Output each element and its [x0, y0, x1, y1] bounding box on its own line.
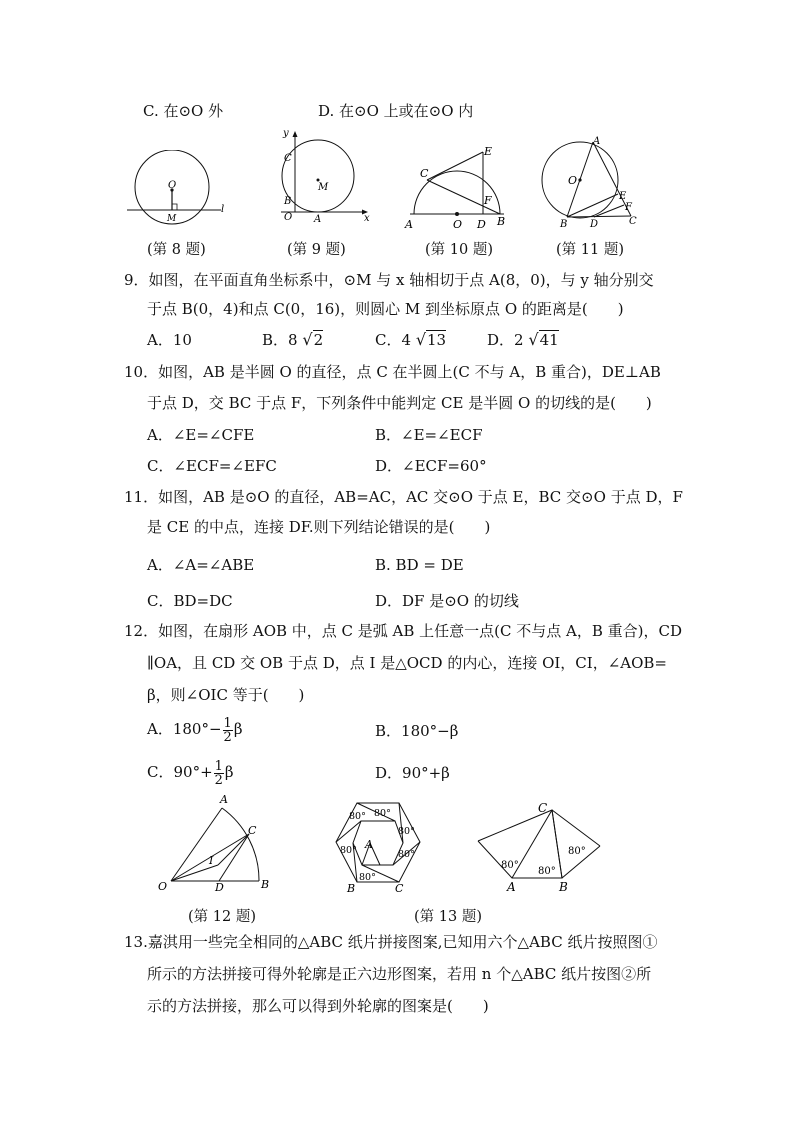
q12-stem-line1: 12．如图，在扇形 AOB 中，点 C 是弧 AB 上任意一点(C 不与点 A，B 重合)，CD [124, 622, 683, 640]
fig13b-angle-b: 80° [538, 866, 556, 877]
q12-stem-line2: ∥OA，且 CD 交 OB 于点 D，点 I 是△OCD 的内心，连接 OI，CI，∠AOB= [147, 654, 667, 672]
fig12-label-a: A [220, 793, 228, 806]
q9-option-d: D．2 √41 [487, 330, 559, 349]
figure-11 [535, 128, 645, 230]
fig10-label-b: B [497, 215, 506, 228]
fig9-label-o: O [284, 212, 293, 223]
q11-option-c: C．BD=DC [147, 592, 233, 610]
fig11-label-e: E [619, 191, 627, 202]
fig13a-angle-2: 80° [374, 808, 391, 819]
fig13a-label-c: C [395, 882, 404, 894]
fig11-label-a: A [593, 136, 601, 147]
figure-9 [275, 128, 375, 228]
fig13b-segment-top-right [552, 810, 600, 846]
caption-fig8: (第 8 题) [147, 242, 206, 258]
fig10-label-o: O [453, 218, 463, 231]
q11-option-a: A．∠A=∠ABE [147, 556, 255, 574]
fig10-segment-ce [427, 152, 483, 180]
q9-option-b: B．8 √2 [262, 330, 324, 349]
fig11-label-o: O [568, 174, 578, 187]
fig10-label-f: F [484, 194, 492, 207]
fig13a-angle-6: 80° [359, 872, 376, 883]
q11-option-d: D．DF 是⊙O 的切线 [375, 592, 519, 610]
q13-stem-line2: 所示的方法拼接可得外轮廓是正六边形图案，若用 n 个△ABC 纸片按图②所 [147, 965, 652, 983]
q9-stem-line2: 于点 B(0，4)和点 C(0，16)，则圆心 M 到坐标原点 O 的距离是( ) [147, 300, 624, 318]
fig11-point-o [578, 178, 581, 181]
q12-option-d: D．90°+β [375, 764, 450, 782]
fig9-label-m: M [318, 182, 329, 193]
q11-option-b: B. BD = DE [375, 556, 464, 574]
fig12-label-b: B [261, 878, 270, 891]
q11-stem-line2: 是 CE 的中点，连接 DF.则下列结论错误的是( ) [147, 518, 491, 536]
fig10-label-c: C [420, 167, 429, 180]
fig12-label-o: O [158, 880, 168, 893]
fig13b-label-c: C [538, 801, 548, 815]
q9-option-a: A．10 [147, 331, 192, 349]
fraction-one-half: $\frac{1}{2}$ [214, 758, 223, 788]
q8-option-d: D. 在⊙O 上或在⊙O 内 [318, 102, 474, 120]
caption-fig9: (第 9 题) [287, 242, 346, 258]
q11-stem-line1: 11．如图，AB 是⊙O 的直径，AB=AC，AC 交⊙O 于点 E，BC 交⊙O 于点 D，F [124, 488, 683, 506]
fig9-label-y: y [283, 128, 289, 139]
q13-stem-line1: 13.嘉淇用一些完全相同的△ABC 纸片拼接图案,已知用六个△ABC 纸片按照图① [124, 933, 658, 951]
fig9-label-a: A [314, 214, 322, 225]
fig10-point-o [455, 212, 459, 216]
fig11-label-f: F [625, 202, 632, 213]
q12-stem-line3: β，则∠OIC 等于( ) [147, 686, 305, 704]
fraction-one-half: $\frac{1}{2}$ [223, 715, 232, 745]
fig10-label-d: D [477, 218, 486, 231]
fig11-segment-df [594, 205, 624, 217]
fig9-label-c: C [284, 153, 292, 164]
fig13b-label-b: B [559, 880, 568, 894]
fig13a-angle-4: 80° [340, 845, 357, 856]
fig11-label-c: C [629, 216, 637, 227]
q10-option-c: C．∠ECF=∠EFC [147, 457, 277, 475]
q13-stem-line3: 示的方法拼接，那么可以得到外轮廓的图案是( ) [147, 997, 489, 1015]
q10-stem-line2: 于点 D，交 BC 于点 F，下列条件中能判定 CE 是半圆 O 的切线的是( ) [147, 394, 652, 412]
fig12-label-c: C [248, 824, 257, 837]
q10-option-d: D．∠ECF=60° [375, 457, 487, 475]
figure-12 [152, 790, 282, 895]
q9-stem-line1: 9．如图，在平面直角坐标系中，⊙M 与 x 轴相切于点 A(8，0)，与 y 轴分别交 [124, 271, 654, 289]
fig13a-label-a: A [365, 838, 373, 851]
fig13b-angle-right: 80° [568, 846, 586, 857]
fig10-label-e: E [484, 145, 493, 158]
fig9-label-x: x [364, 213, 370, 224]
fig11-side-bc [567, 216, 631, 217]
fig9-y-arrow [293, 131, 298, 137]
q8-option-c: C. 在⊙O 外 [143, 102, 224, 120]
fig8-label-l: l [221, 204, 225, 215]
fig8-right-angle [172, 204, 177, 210]
fig13a-label-b: B [347, 882, 356, 894]
fig10-label-a: A [405, 218, 413, 231]
fig13a-angle-3: 80° [398, 826, 415, 837]
caption-fig11: (第 11 题) [556, 242, 624, 258]
caption-fig12: (第 12 题) [188, 909, 256, 925]
fig13b-angle-a: 80° [501, 860, 519, 871]
fig12-arc-ab [222, 808, 259, 881]
fig13a-angle-5: 80° [398, 849, 415, 860]
fig9-circle [282, 140, 354, 212]
figure-13-hexagon [328, 798, 428, 894]
fig12-segment-cd [219, 834, 249, 881]
fig11-label-b: B [560, 219, 568, 230]
fig8-label-m: M [167, 214, 177, 224]
fig11-segment-be [567, 194, 618, 217]
figure-8 [125, 150, 235, 230]
q10-stem-line1: 10．如图，AB 是半圆 O 的直径，点 C 在半圆上(C 不与 A，B 重合)，DE⊥AB [124, 363, 661, 381]
q10-option-a: A．∠E=∠CFE [147, 426, 255, 444]
q12-option-a: A．180°− $\frac{1}{2}$ β [147, 715, 243, 745]
caption-fig13: (第 13 题) [414, 909, 482, 925]
fig13a-inner-hexagon [353, 821, 403, 865]
q12-option-c: C．90°+ $\frac{1}{2}$ β [147, 758, 234, 788]
figure-13-strip [470, 798, 610, 894]
fig12-label-d: D [215, 881, 224, 894]
fig13b-label-a: A [507, 880, 516, 894]
fig11-label-d: D [590, 219, 599, 230]
fig13a-angle-1: 80° [349, 811, 366, 822]
q12-option-b: B．180°−β [375, 722, 459, 740]
q9-option-c: C．4 √13 [375, 330, 447, 349]
fig9-label-b: B [284, 196, 292, 207]
fig12-label-i: I [209, 854, 214, 867]
figure-10 [400, 140, 515, 232]
q10-option-b: B．∠E=∠ECF [375, 426, 483, 444]
fig8-label-o: O [168, 180, 177, 191]
caption-fig10: (第 10 题) [425, 242, 493, 258]
fig12-radius-oa [171, 808, 222, 881]
